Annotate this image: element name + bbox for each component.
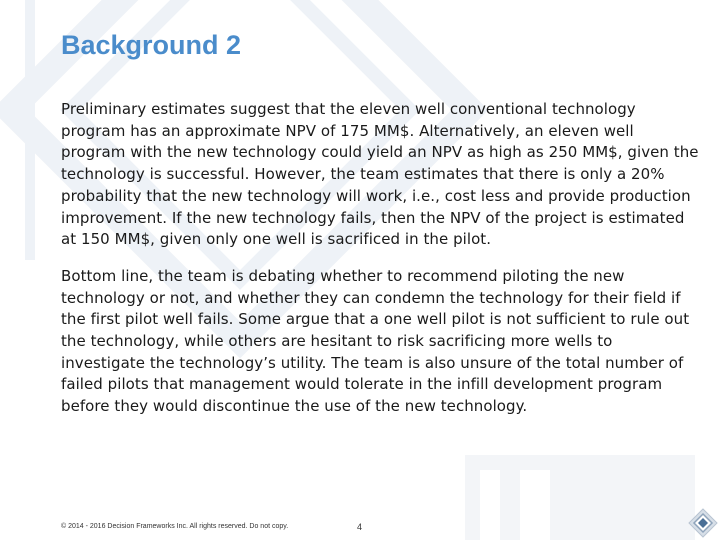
slide-title: Background 2 [61, 30, 242, 60]
slide-body [61, 99, 701, 433]
footer-copyright: © 2014 - 2016 Decision Frameworks Inc. All rights reserved. Do not copy. [61, 523, 289, 530]
page-number: 4 [357, 522, 363, 532]
company-logo-icon [688, 508, 718, 538]
paragraph-1: Preliminary estimates suggest that the eleven well conventional technology program has an approximate NPV of 175 MM$. Alternatively, an eleven well program with the new technology could yield an NPV as high as 250 MM$, given the technology is successful. However, the team estimates that there is only a 20% probability that the new technology will work, i.e., cost less and provide production improvement. If the new technology fails, then the NPV of the project is estimated at 150 MM$, given only one well is sacrificed in the pilot. [61, 100, 699, 249]
paragraph-2: Bottom line, the team is debating whether to recommend piloting the new technology or not, and whether they can condemn the technology for their field if the first pilot well fails. Some argue that a one well pilot is not sufficient to rule out the technology, while others are hesitant to risk sacrificing more wells to investigate the technology’s utility. The team is also unsure of the total number of failed pilots that management would tolerate in the infill development program before they would discontinue the use of the new technology. [61, 266, 690, 416]
